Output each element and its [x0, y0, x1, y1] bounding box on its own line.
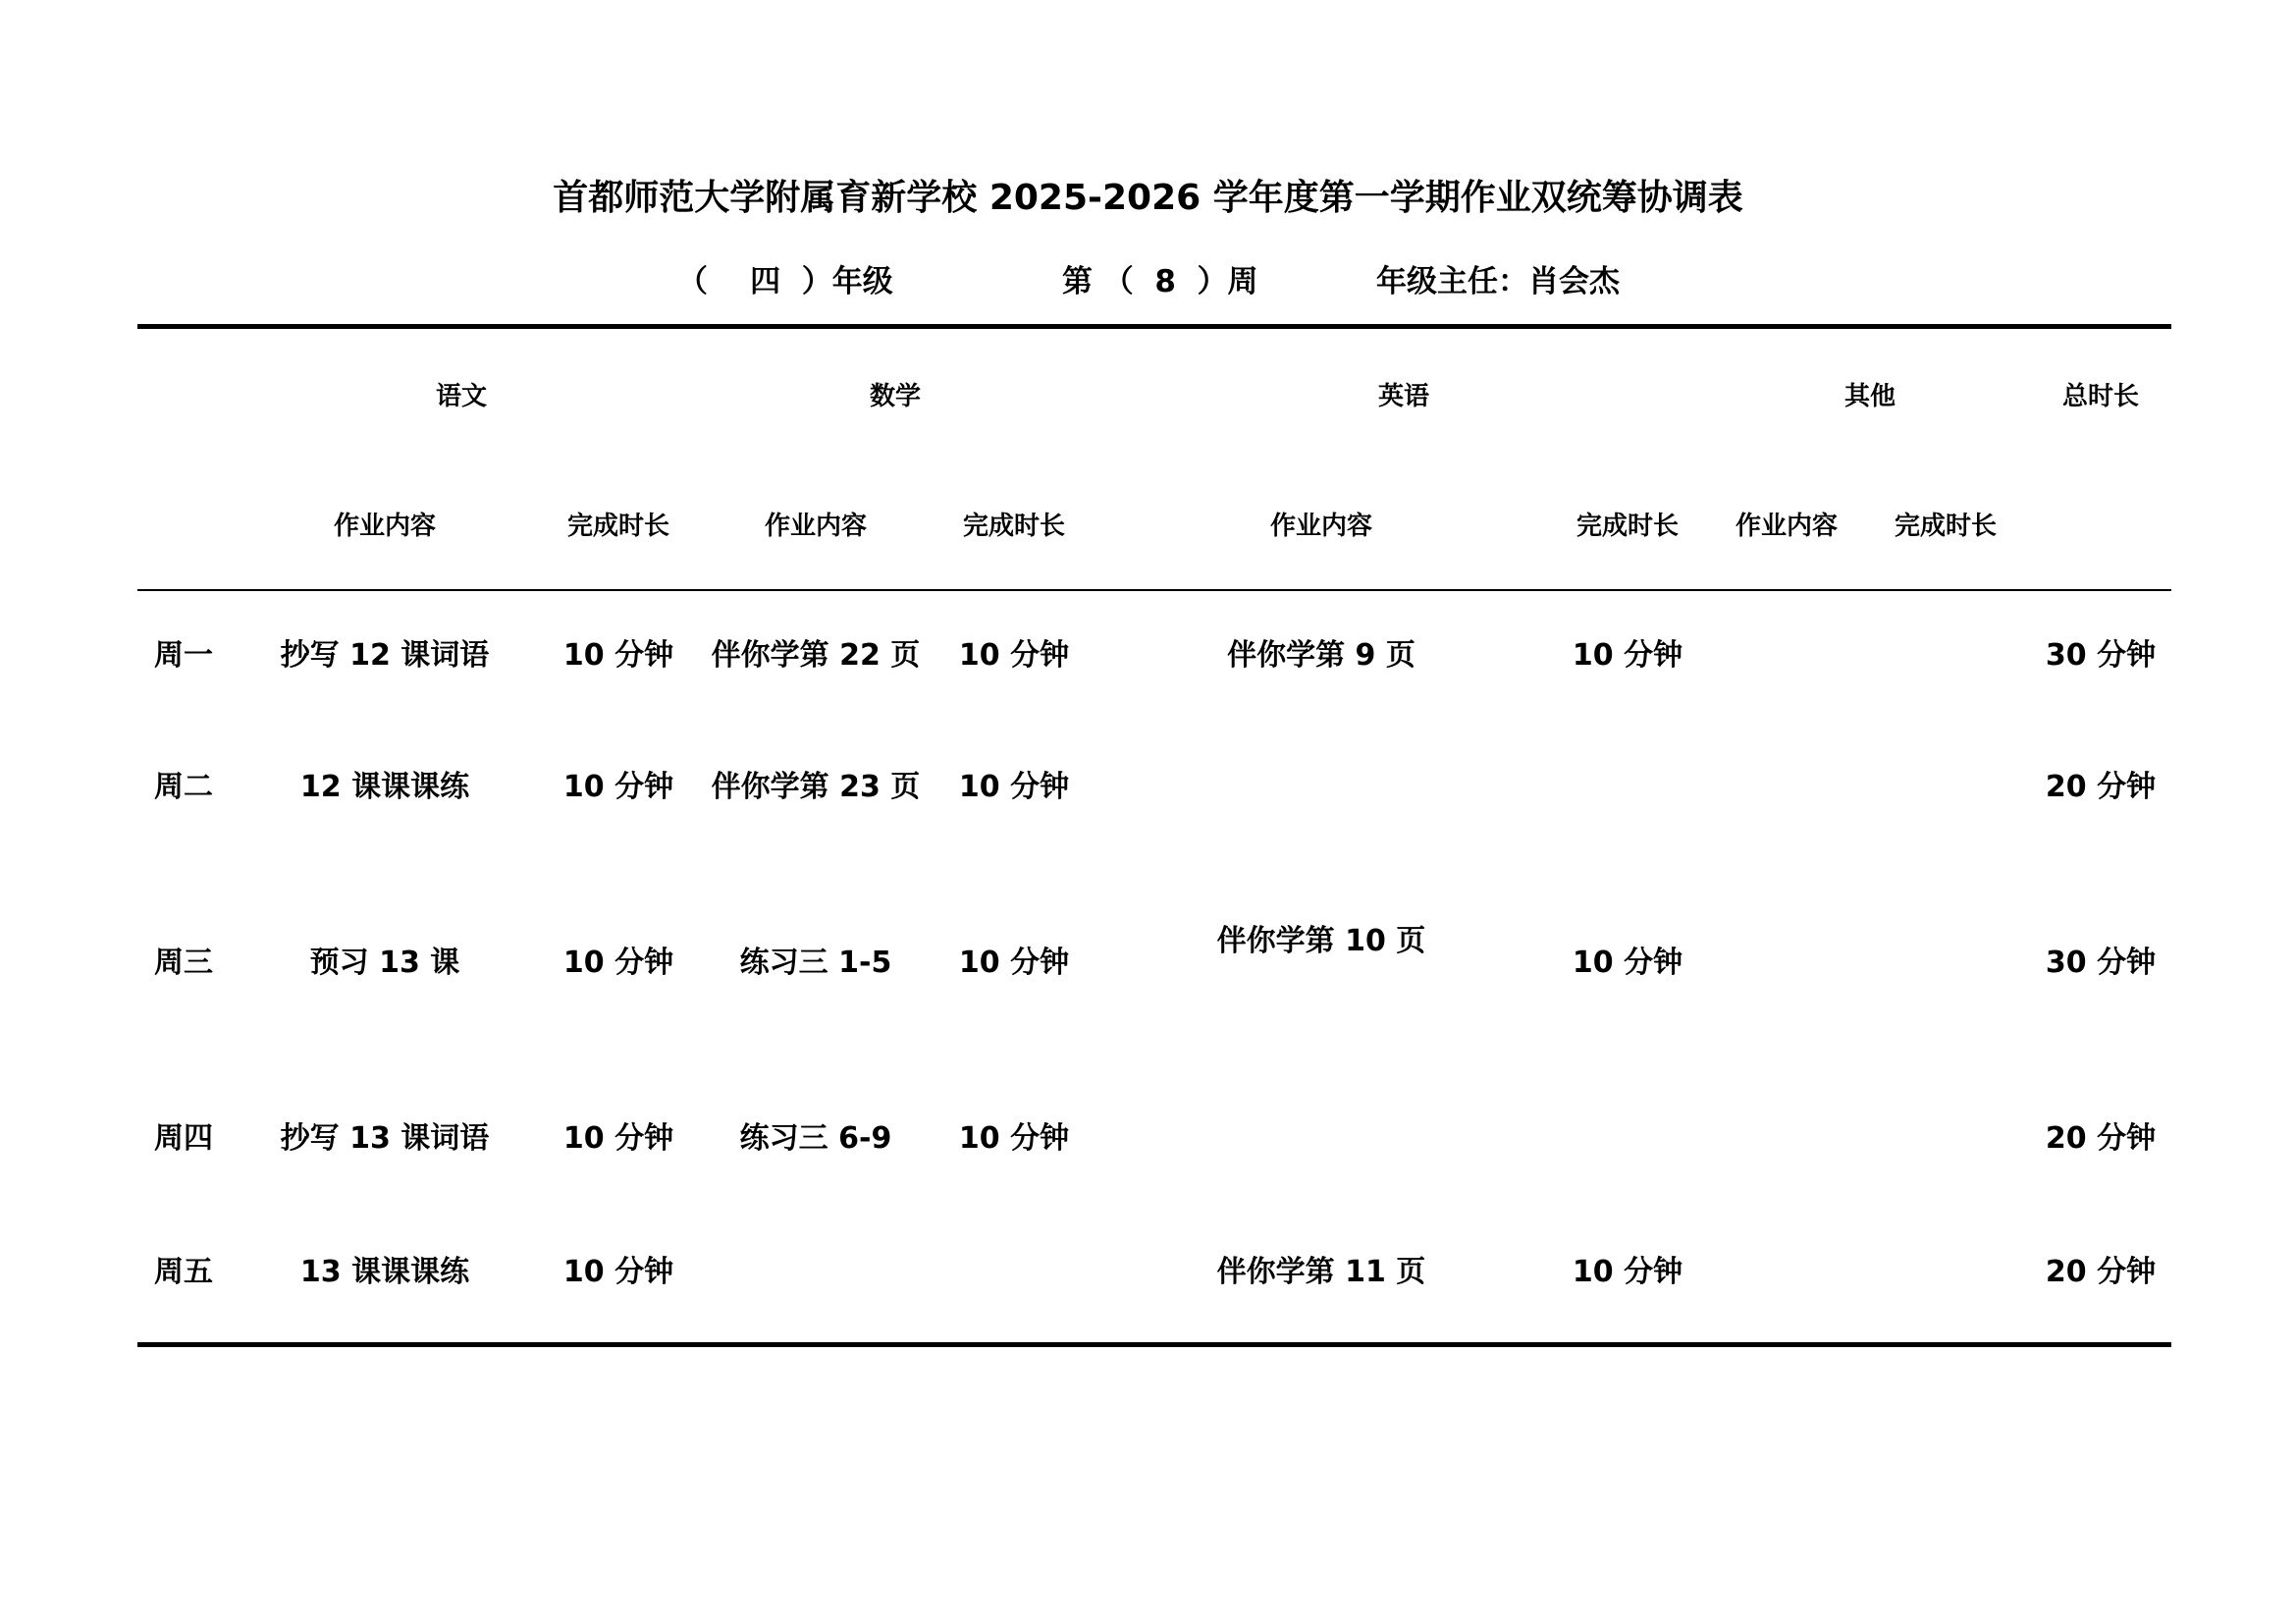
subheader-math-content: 作业内容	[764, 512, 867, 541]
table-cell-math-time: 10 分钟	[958, 638, 1070, 673]
subheader-english-time: 完成时长	[1575, 512, 1679, 541]
table-cell-chinese-time: 10 分钟	[562, 770, 674, 804]
table-cell-math-time: 10 分钟	[958, 770, 1070, 804]
table-cell-day: 周五	[154, 1255, 213, 1289]
table-header-rule	[137, 589, 2171, 591]
grade-director-label: 年级主任：肖会杰	[1376, 264, 1620, 299]
table-cell-total: 20 分钟	[2045, 770, 2157, 804]
table-cell-chinese-time: 10 分钟	[562, 946, 674, 980]
table-cell-day: 周一	[154, 638, 213, 673]
table-cell-english-content	[1174, 1117, 1468, 1161]
grade-label: （ 四 ）年级	[677, 264, 893, 299]
table-cell-math-time: 10 分钟	[958, 1121, 1070, 1156]
table-cell-chinese-content: 抄写 13 课词语	[280, 1121, 490, 1156]
table-cell-math-content: 伴你学第 22 页	[711, 638, 921, 673]
table-cell-english-time: 10 分钟	[1572, 946, 1683, 980]
table-cell-chinese-time: 10 分钟	[562, 1121, 674, 1156]
table-cell-total: 20 分钟	[2045, 1255, 2157, 1289]
subject-header-math: 数学	[869, 382, 921, 411]
table-cell-chinese-content: 预习 13 课	[309, 946, 460, 980]
table-cell-english-content: 伴你学第 10 页	[1216, 924, 1426, 958]
table-bottom-rule	[137, 1342, 2171, 1347]
table-cell-english-content	[1174, 766, 1468, 809]
table-cell-english-content: 伴你学第 9 页	[1227, 638, 1415, 673]
subject-header-english: 英语	[1377, 382, 1429, 411]
table-cell-total: 30 分钟	[2045, 946, 2157, 980]
subject-header-other: 其他	[1843, 382, 1896, 411]
table-cell-math-content: 练习三 1-5	[739, 946, 892, 980]
table-cell-chinese-content: 12 课课课练	[299, 770, 470, 804]
page-title: 首都师范大学附属育新学校 2025-2026 学年度第一学期作业双统筹协调表	[553, 178, 1743, 218]
subheader-english-content: 作业内容	[1269, 512, 1372, 541]
table-cell-math-time: 10 分钟	[958, 946, 1070, 980]
subject-header-total: 总时长	[2061, 382, 2139, 411]
subheader-other-time: 完成时长	[1894, 512, 1997, 541]
table-cell-day: 周三	[154, 946, 213, 980]
table-top-rule	[137, 324, 2171, 329]
table-cell-day: 周二	[154, 770, 213, 804]
table-cell-math-content: 伴你学第 23 页	[711, 770, 921, 804]
subheader-other-content: 作业内容	[1735, 512, 1838, 541]
table-cell-day: 周四	[154, 1121, 213, 1156]
table-cell-english-time: 10 分钟	[1572, 638, 1683, 673]
table-cell-english-time: 10 分钟	[1572, 1255, 1683, 1289]
table-cell-math-content: 练习三 6-9	[739, 1121, 892, 1156]
table-cell-math-time	[867, 1251, 1161, 1294]
table-cell-chinese-time: 10 分钟	[562, 638, 674, 673]
table-cell-chinese-time: 10 分钟	[562, 1255, 674, 1289]
week-label: 第 （ 8 ）周	[1062, 264, 1258, 299]
table-cell-total: 20 分钟	[2045, 1121, 2157, 1156]
subheader-math-time: 完成时长	[962, 512, 1065, 541]
subject-header-chinese: 语文	[435, 382, 487, 411]
subheader-chinese-content: 作业内容	[333, 512, 436, 541]
table-cell-chinese-content: 抄写 12 课词语	[280, 638, 490, 673]
subheader-chinese-time: 完成时长	[566, 512, 669, 541]
table-cell-chinese-content: 13 课课课练	[299, 1255, 470, 1289]
table-cell-english-content: 伴你学第 11 页	[1216, 1255, 1426, 1289]
table-cell-total: 30 分钟	[2045, 638, 2157, 673]
